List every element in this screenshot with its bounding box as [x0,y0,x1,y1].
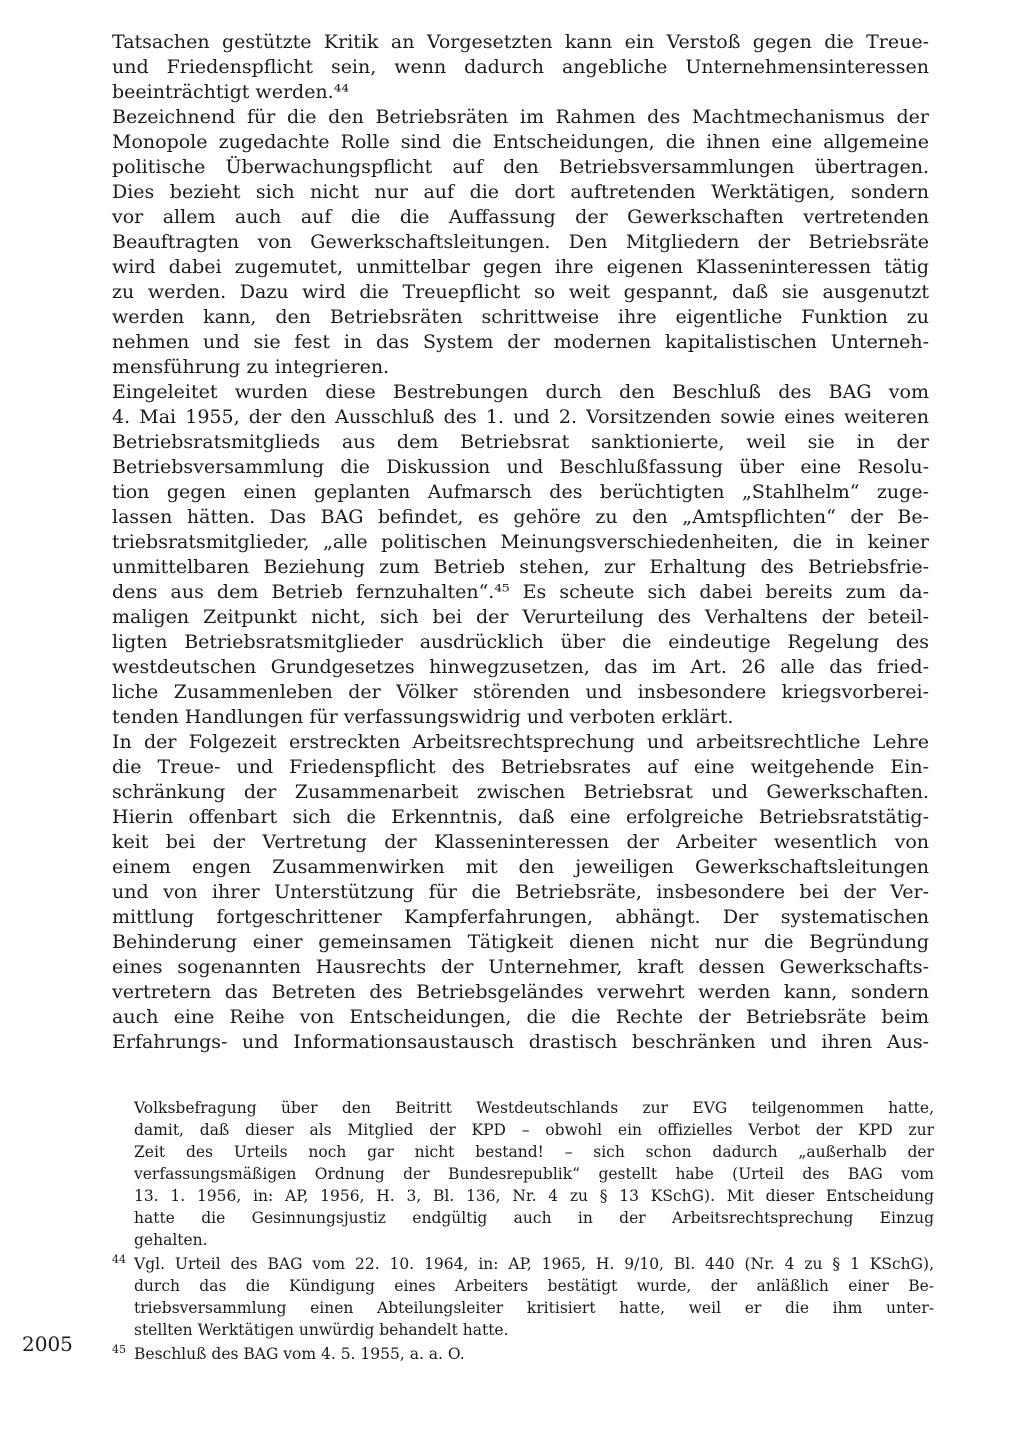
footnote-line: damit, daß dieser als Mitglied der KPD – obwohl ein offizielles Verbot der KPD zur [134,1121,934,1139]
body-line: westdeutschen Grundgesetzes hinwegzusetzen, das im Art. 26 alle das fried- [112,656,929,678]
body-line: die Treue- und Friedenspflicht des Betriebsrates auf eine weitgehende Ein- [112,756,929,778]
body-line: vertretern das Betreten des Betriebsgeländes verwehrt werden kann, sondern [112,981,929,1003]
body-line: Beauftragten von Gewerkschaftsleitungen. Den Mitgliedern der Betriebsräte [112,231,929,253]
footnote-line: stellten Werktätigen unwürdig behandelt hatte. [134,1321,509,1339]
body-line: beeinträchtigt werden.⁴⁴ [112,81,349,103]
footnote-line: hatte die Gesinnungsjustiz endgültig auch in der Arbeitsrechtsprechung Einzug [134,1209,934,1227]
body-line: Erfahrungs- und Informationsaustausch drastisch beschränken und ihren Aus- [112,1031,929,1053]
body-line: 4. Mai 1955, der den Ausschluß des 1. und 2. Vorsitzenden sowie eines weiteren [112,406,929,428]
body-line: In der Folgezeit erstreckten Arbeitsrechtsprechung und arbeitsrechtliche Lehre [112,731,929,753]
footnote-line: Vgl. Urteil des BAG vom 22. 10. 1964, in: AP, 1965, H. 9/10, Bl. 440 (Nr. 4 zu § 1 KSchG), [134,1255,934,1273]
footnote-line: 13. 1. 1956, in: AP, 1956, H. 3, Bl. 136, Nr. 4 zu § 13 KSchG). Mit dieser Entscheidung [134,1187,934,1205]
body-line: ligten Betriebsratsmitglieder ausdrücklich über die eindeutige Regelung des [112,631,929,653]
body-line: mittlung fortgeschrittener Kampferfahrungen, abhängt. Der systematischen [112,906,929,928]
body-line: Betriebsratsmitglieds aus dem Betriebsrat sanktionierte, weil sie in der [112,431,929,453]
body-line: triebsratsmitglieder, „alle politischen Meinungsverschiedenheiten, die in keiner [112,531,929,553]
footnote-number: 44 [112,1253,126,1266]
body-line: mensführung zu integrieren. [112,356,390,378]
footnote-line: Volksbefragung über den Beitritt Westdeutschlands zur EVG teilgenommen hatte, [134,1099,934,1117]
footnote-line: Beschluß des BAG vom 4. 5. 1955, a. a. O. [134,1345,465,1363]
body-line: Behinderung einer gemeinsamen Tätigkeit dienen nicht nur die Begründung [112,931,929,953]
body-line: Monopole zugedachte Rolle sind die Entscheidungen, die ihnen eine allgemeine [112,131,929,153]
body-line: vor allem auch auf die die Auffassung der Gewerkschaften vertretenden [112,206,929,228]
body-line: schränkung der Zusammenarbeit zwischen Betriebsrat und Gewerkschaften. [112,781,929,803]
footnote-number: 45 [112,1343,126,1356]
body-line: werden kann, den Betriebsräten schrittweise ihre eigentliche Funktion zu [112,306,929,328]
body-line: und von ihrer Unterstützung für die Betriebsräte, insbesondere bei der Ver- [112,881,929,903]
body-line: und Friedenspflicht sein, wenn dadurch angebliche Unternehmensinteressen [112,56,929,78]
footnote-line: durch das die Kündigung eines Arbeiters bestätigt wurde, der anläßlich einer Be- [134,1277,934,1295]
body-line: nehmen und sie fest in das System der modernen kapitalistischen Unterneh- [112,331,929,353]
body-line: tion gegen einen geplanten Aufmarsch des berüchtigten „Stahlhelm“ zuge- [112,481,929,503]
body-line: Eingeleitet wurden diese Bestrebungen durch den Beschluß des BAG vom [112,381,929,403]
body-line: zu werden. Dazu wird die Treuepflicht so weit gespannt, daß sie ausgenutzt [112,281,929,303]
body-line: maligen Zeitpunkt nicht, sich bei der Verurteilung des Verhaltens der beteil- [112,606,929,628]
body-line: unmittelbaren Beziehung zum Betrieb stehen, zur Erhaltung des Betriebsfrie- [112,556,929,578]
body-line: einem engen Zusammenwirken mit den jeweiligen Gewerkschaftsleitungen [112,856,929,878]
body-line: Dies bezieht sich nicht nur auf die dort auftretenden Werktätigen, sondern [112,181,929,203]
body-line: Betriebsversammlung die Diskussion und Beschlußfassung über eine Resolu- [112,456,929,478]
footnote-line: Zeit des Urteils noch gar nicht bestand! – sich schon dadurch „außerhalb der [134,1143,934,1161]
body-line: Bezeichnend für die den Betriebsräten im Rahmen des Machtmechanismus der [112,106,929,128]
body-line: lassen hätten. Das BAG befindet, es gehöre zu den „Amtspflichten“ der Be- [112,506,929,528]
body-line: auch eine Reihe von Entscheidungen, die die Rechte der Betriebsräte beim [112,1006,929,1028]
body-line: Tatsachen gestützte Kritik an Vorgesetzten kann ein Verstoß gegen die Treue- [112,31,929,53]
body-line: dens aus dem Betrieb fernzuhalten“.⁴⁵ Es scheute sich dabei bereits zum da- [112,581,929,603]
footnote-line: verfassungsmäßigen Ordnung der Bundesrepublik“ gestellt habe (Urteil des BAG vom [134,1165,934,1183]
body-line: wird dabei zugemutet, unmittelbar gegen ihre eigenen Klasseninteressen tätig [112,256,929,278]
body-line: Hierin offenbart sich die Erkenntnis, daß eine erfolgreiche Betriebsratstätig- [112,806,929,828]
page-number: 2005 [22,1332,73,1356]
body-line: eines sogenannten Hausrechts der Unternehmer, kraft dessen Gewerkschafts- [112,956,929,978]
footnote-line: triebsversammlung einen Abteilungsleiter kritisiert hatte, weil er die ihm unter- [134,1299,934,1317]
body-line: politische Überwachungspflicht auf den Betriebsversammlungen übertragen. [112,156,929,178]
body-line: liche Zusammenleben der Völker störenden und insbesondere kriegsvorberei- [112,681,929,703]
footnote-line: gehalten. [134,1231,208,1249]
body-line: keit bei der Vertretung der Klasseninteressen der Arbeiter wesentlich von [112,831,929,853]
body-line: tenden Handlungen für verfassungswidrig und verboten erklärt. [112,706,734,728]
